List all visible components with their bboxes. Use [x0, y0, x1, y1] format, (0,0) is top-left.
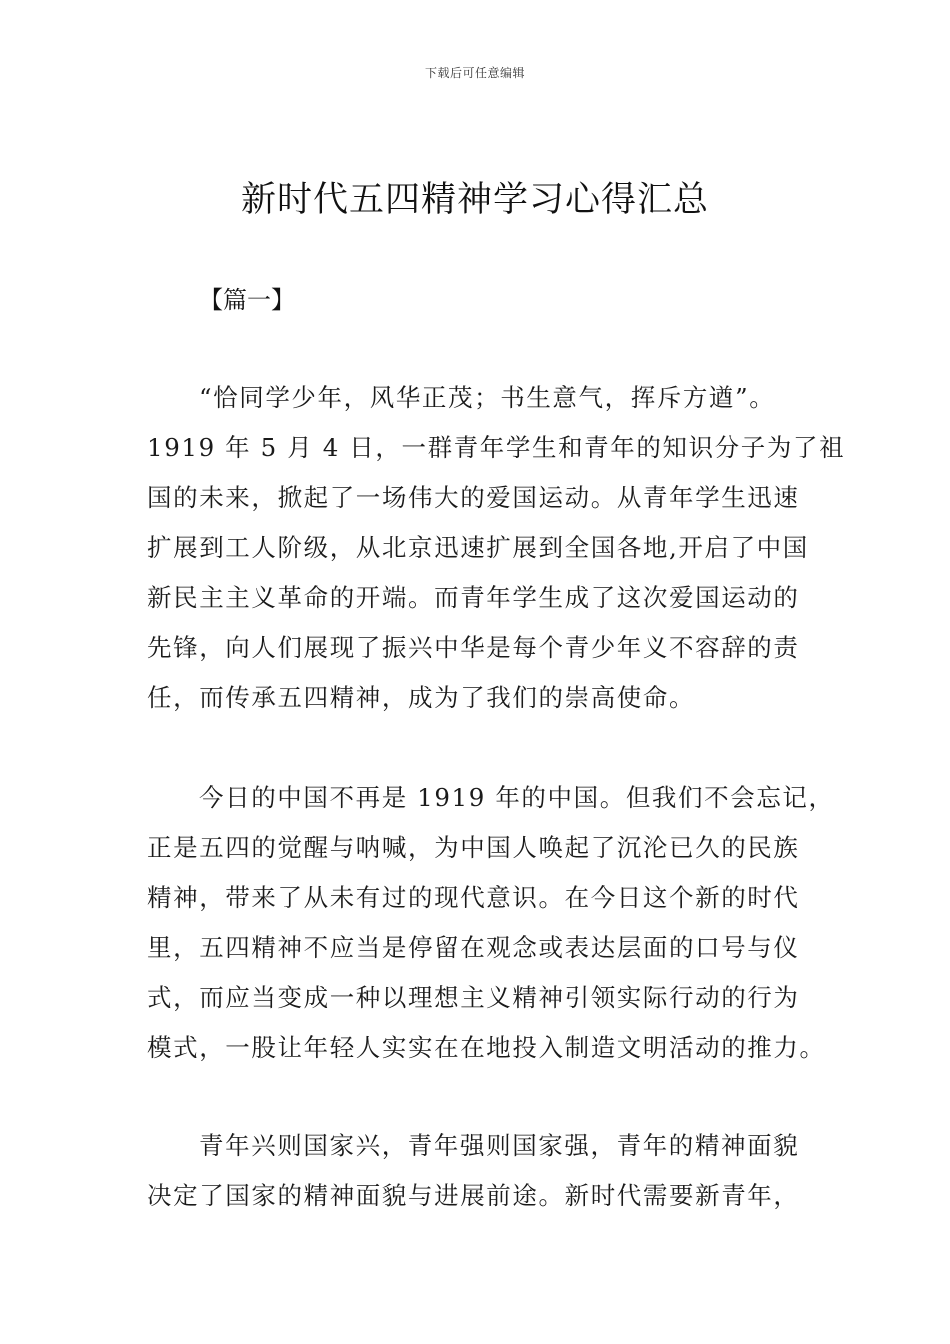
document-title: 新时代五四精神学习心得汇总	[240, 180, 709, 220]
text-line: “恰同学少年，风华正茂；书生意气，挥斥方遒”。	[199, 383, 776, 412]
paragraph-text	[147, 1121, 827, 1221]
paragraph-text	[147, 773, 835, 1073]
text-line: 先锋，向人们展现了振兴中华是每个青少年义不容辞的责	[147, 633, 800, 662]
paragraph-3	[147, 1121, 827, 1221]
paragraph-text	[147, 373, 846, 723]
text-line: 1919 年 5 月 4 日，一群青年学生和青年的知识分子为了祖	[147, 433, 846, 462]
text-line: 新民主主义革命的开端。而青年学生成了这次爱国运动的	[147, 583, 800, 612]
text-line: 模式，一股让年轻人实实在在地投入制造文明活动的推力。	[147, 1033, 826, 1062]
text-line: 扩展到工人阶级，从北京迅速扩展到全国各地,开启了中国	[147, 533, 809, 562]
section-label: 【篇一】	[199, 286, 295, 314]
text-line: 里，五四精神不应当是停留在观念或表达层面的口号与仪	[147, 933, 800, 962]
text-line: 任，而传承五四精神，成为了我们的崇高使命。	[147, 683, 696, 712]
paragraph-2	[147, 773, 835, 1073]
text-line: 国的未来，掀起了一场伟大的爱国运动。从青年学生迅速	[147, 483, 800, 512]
text-line: 决定了国家的精神面貌与进展前途。新时代需要新青年，	[147, 1181, 800, 1210]
paragraph-1	[147, 373, 846, 723]
text-line: 精神，带来了从未有过的现代意识。在今日这个新的时代	[147, 883, 800, 912]
header-note: 下载后可任意编辑	[424, 66, 525, 80]
text-line: 青年兴则国家兴，青年强则国家强，青年的精神面貌	[199, 1131, 800, 1160]
text-line: 今日的中国不再是 1919 年的中国。但我们不会忘记，	[199, 783, 835, 812]
text-line: 正是五四的觉醒与呐喊，为中国人唤起了沉沦已久的民族	[147, 833, 800, 862]
text-line: 式，而应当变成一种以理想主义精神引领实际行动的行为	[147, 983, 800, 1012]
